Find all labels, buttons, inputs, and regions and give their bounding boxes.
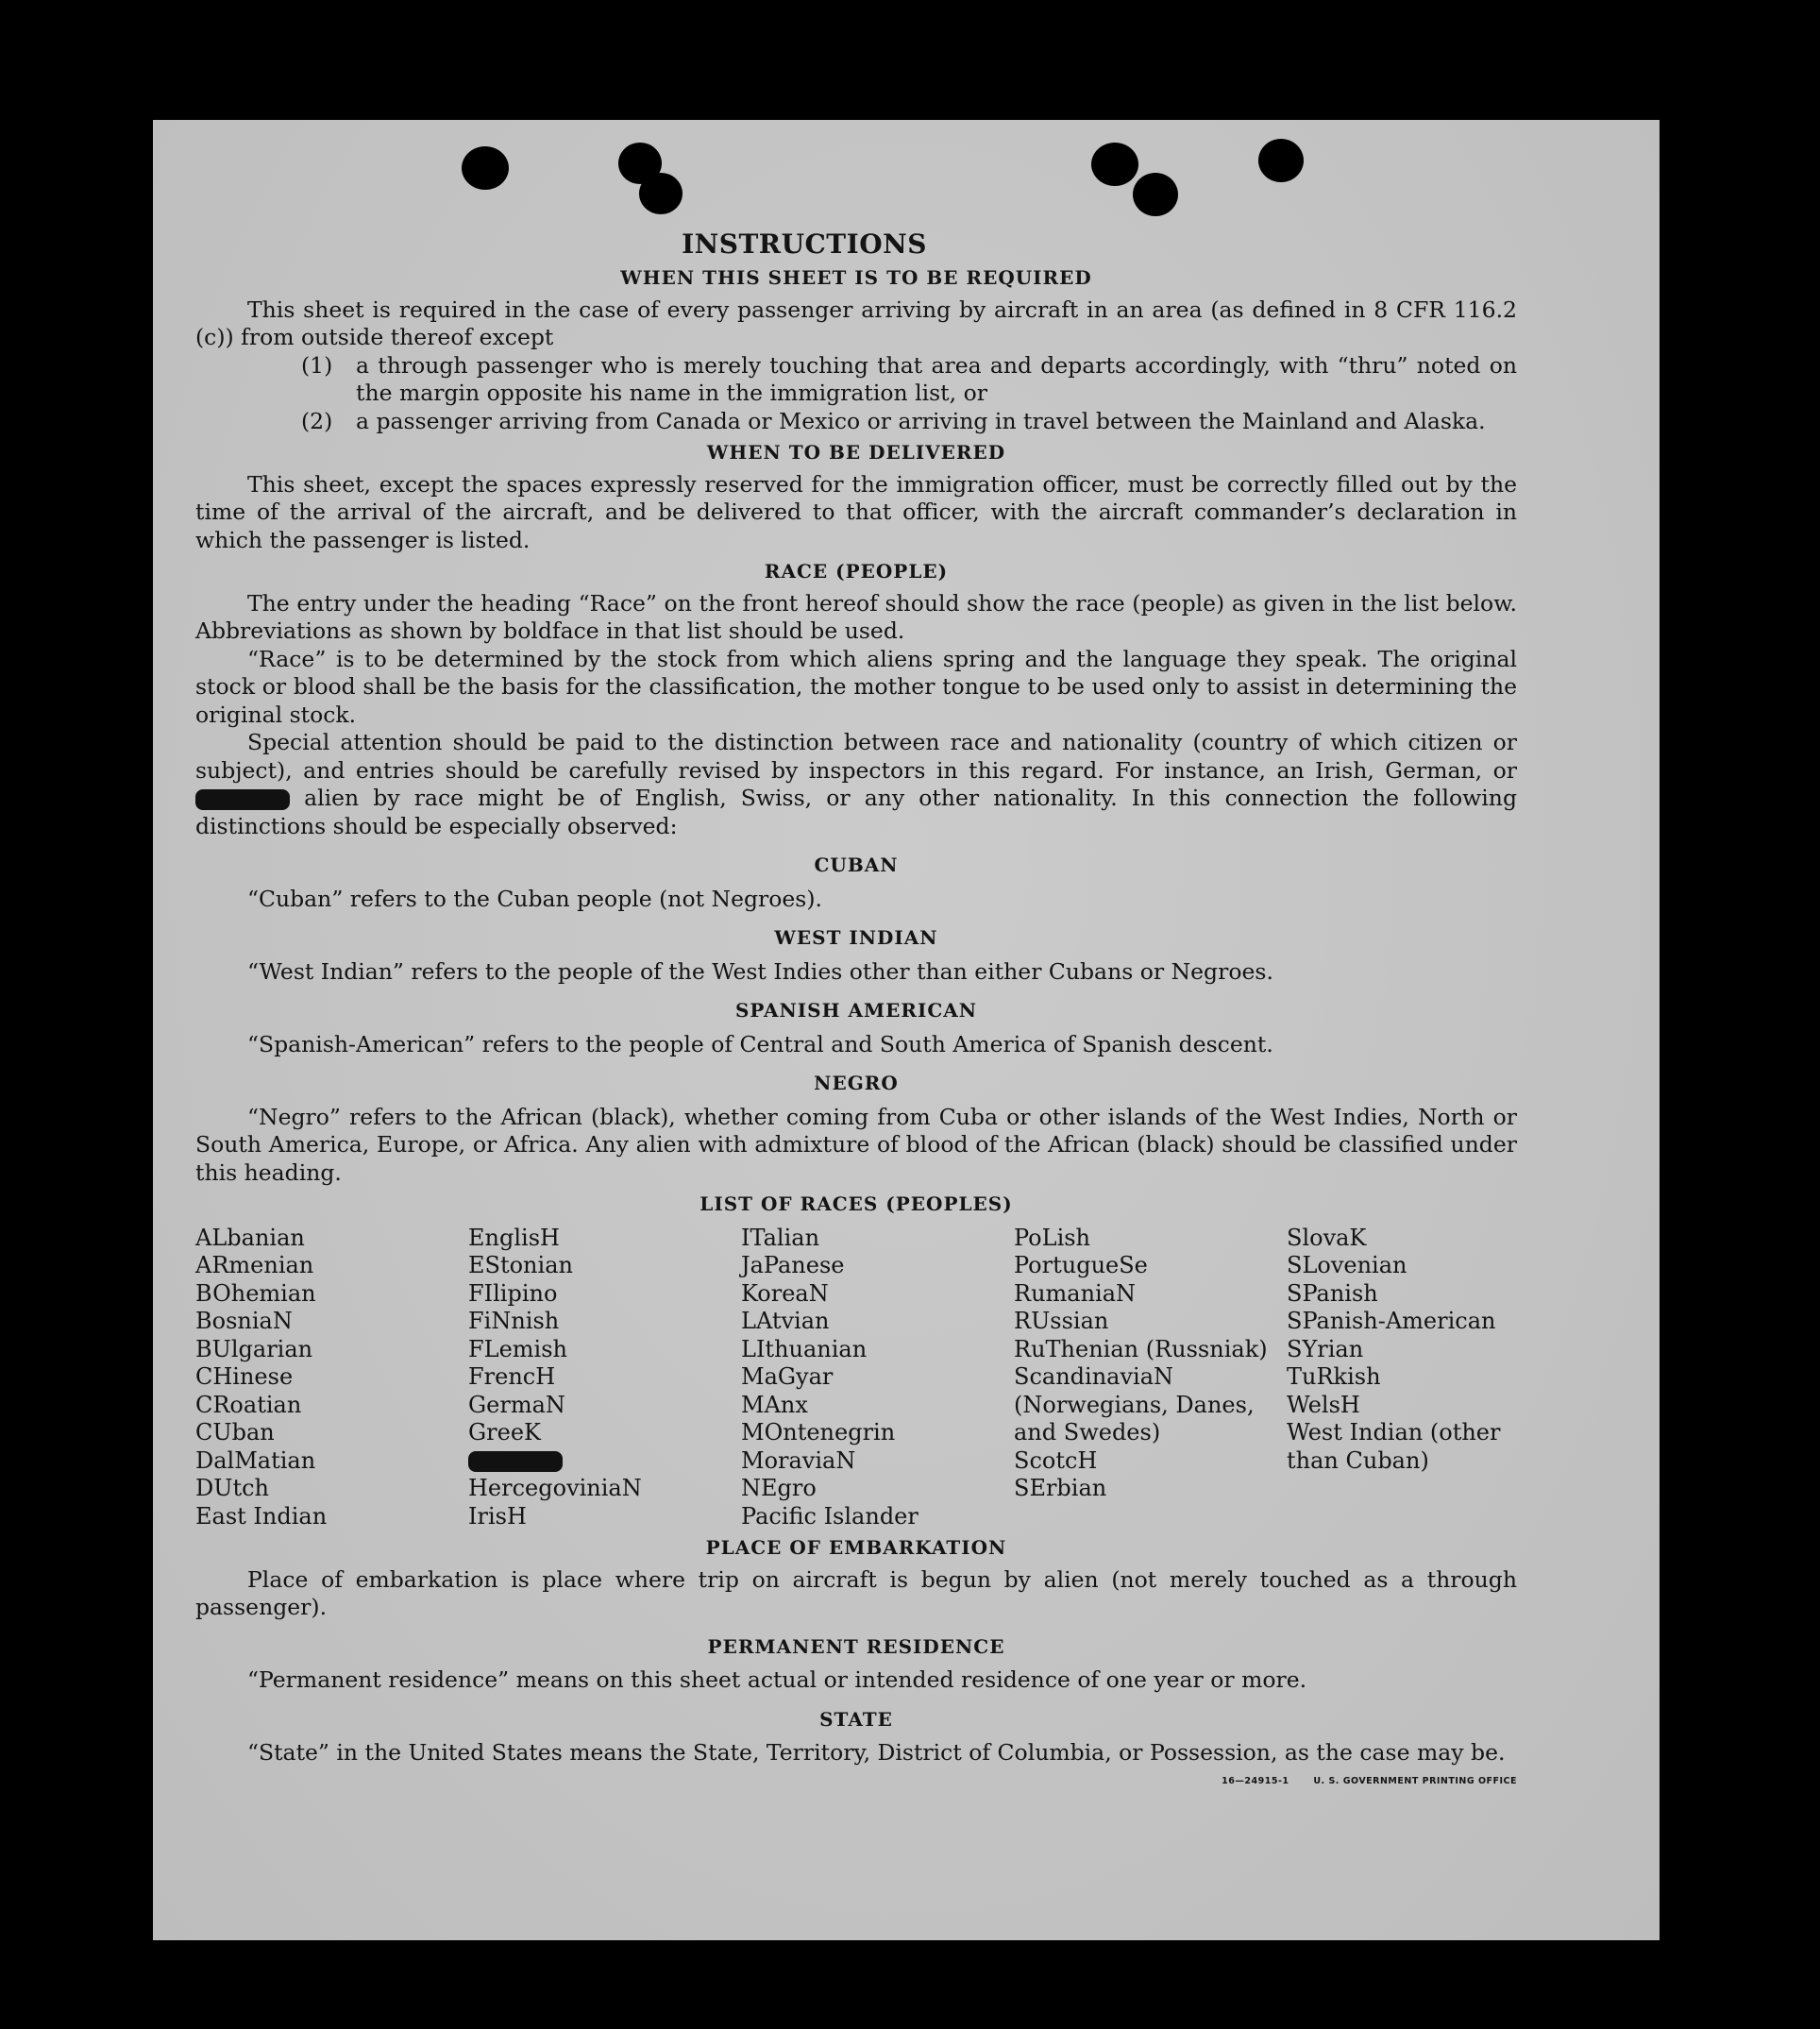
redaction-mark (195, 789, 290, 810)
race-entry: East Indian (195, 1502, 328, 1530)
race-entry: SYrian (1287, 1335, 1364, 1362)
race-entry: TuRkish (1287, 1363, 1381, 1390)
section-heading-state: STATE (819, 1707, 893, 1731)
race-paragraph-3-part-a: Special attention should be paid to the distinction between race and nationality (country of which citizen or subject), and entries should be carefully revised by inspectors in this regard. For instance, an Irish, German, or (195, 729, 1517, 784)
race-entry: PoLish (1014, 1224, 1091, 1251)
race-entry: BosniaN (195, 1308, 293, 1334)
race-entry: BUlgarian (195, 1335, 313, 1362)
race-column (468, 1225, 741, 1531)
embarkation-text: Place of embarkation is place where trip on aircraft is begun by alien (not merely touched as a through passenger). (195, 1565, 1517, 1620)
section-heading-races-list: LIST OF RACES (PEOPLES) (699, 1192, 1013, 1215)
race-column (1287, 1225, 1523, 1531)
race-entry: BOhemian (195, 1279, 316, 1307)
race-entry: KoreaN (741, 1279, 829, 1307)
race-entry: LAtvian (741, 1308, 830, 1334)
negro-text: “Negro” refers to the African (black), whether coming from Cuba or other islands of the West Indies, North or South America, Europe, or Africa. Any alien with admixture of blood of the African (black) should be classified under this heading. (195, 1103, 1517, 1186)
list-item-number: (1) (301, 351, 333, 379)
list-item (195, 352, 1517, 408)
race-entry: SErbian (1014, 1475, 1107, 1501)
race-entry: ITalian (741, 1224, 820, 1251)
section-heading-spanish-american: SPANISH AMERICAN (734, 999, 978, 1022)
race-entry: MOntenegrin (741, 1419, 896, 1446)
race-entry: IrisH (468, 1502, 527, 1530)
race-entry: RuThenian (Russniak) (1014, 1335, 1268, 1362)
races-list (195, 1225, 1517, 1531)
list-item-number: (2) (301, 407, 333, 434)
list-item-text: a passenger arriving from Canada or Mexico or arriving in travel between the Mainland and Alaska. (356, 407, 1486, 434)
spanish-american-text: “Spanish-American” refers to the people of Central and South America of Spanish descent. (247, 1030, 1273, 1057)
footer (195, 1767, 1517, 1800)
punch-hole (462, 146, 509, 190)
race-column (741, 1225, 1014, 1531)
section-heading-negro: NEGRO (814, 1072, 899, 1094)
race-entry: GreeK (468, 1419, 541, 1446)
when-delivered-text: This sheet, except the spaces expressly reserved for the immigration officer, must be correctly filled out by the time of the arrival of the aircraft, and be delivered to that officer, with the aircraft commander’s declaration in which the passenger is listed. (195, 470, 1517, 553)
race-entry: FIlipino (468, 1279, 558, 1307)
race-entry: SlovaK (1287, 1224, 1367, 1251)
race-entry: WelsH (1287, 1391, 1360, 1418)
race-entry (468, 1447, 741, 1476)
race-entry: HercegoviniaN (468, 1475, 642, 1501)
race-entry: FiNnish (468, 1308, 560, 1334)
race-entry: CRoatian (195, 1391, 302, 1418)
when-required-intro: This sheet is required in the case of every passenger arriving by aircraft in an area (as defined in 8 CFR 116.2 (c)) from outside thereof except (195, 296, 1517, 350)
state-text: “State” in the United States means the State, Territory, District of Columbia, or Possession, as the case may be. (247, 1739, 1506, 1766)
section-heading-residence: PERMANENT RESIDENCE (707, 1634, 1005, 1658)
section-heading-west-indian: WEST INDIAN (774, 926, 938, 949)
printer-name: U. S. GOVERNMENT PRINTING OFFICE (1313, 1775, 1517, 1786)
race-entry: RumaniaN (1014, 1279, 1137, 1307)
race-entry: JaPanese (741, 1252, 845, 1278)
race-entry: PortugueSe (1014, 1252, 1148, 1278)
race-entry: EnglisH (468, 1224, 560, 1251)
race-paragraph-3-part-b: alien by race might be of English, Swiss, or any other nationality. In this connection the following distinctions should be especially observed: (195, 785, 1517, 839)
race-entry: DUtch (195, 1475, 270, 1501)
instructions-content (195, 228, 1517, 1799)
race-entry: CHinese (195, 1363, 294, 1390)
list-item (195, 408, 1517, 436)
race-entry: ScandinaviaN (Norwegians, Danes, and Swedes) (1014, 1363, 1255, 1446)
race-entry: NEgro (741, 1475, 817, 1501)
race-paragraph-1: The entry under the heading “Race” on the front hereof should show the race (people) as given in the list below. Abbreviations as shown by boldface in that list should be used. (195, 589, 1517, 644)
race-paragraph-3 (195, 729, 1517, 840)
race-entry: EStonian (468, 1252, 573, 1278)
race-entry: Pacific Islander (741, 1502, 918, 1530)
race-entry: SPanish (1287, 1279, 1378, 1307)
race-entry: MaGyar (741, 1363, 834, 1390)
section-heading-embarkation: PLACE OF EMBARKATION (705, 1536, 1007, 1559)
west-indian-text: “West Indian” refers to the people of the West Indies other than either Cubans or Negroes. (247, 957, 1273, 985)
race-entry: ALbanian (195, 1224, 305, 1251)
race-entry: ARmenian (195, 1252, 314, 1278)
punch-hole (1091, 143, 1138, 186)
race-paragraph-2: “Race” is to be determined by the stock from which aliens spring and the language they speak. The original stock or blood shall be the basis for the classification, the mother tongue to be used only to assist in determining the original stock. (195, 645, 1517, 728)
section-heading-cuban: CUBAN (814, 854, 899, 876)
race-entry: LIthuanian (741, 1335, 868, 1362)
section-heading-when-required: WHEN THIS SHEET IS TO BE REQUIRED (620, 266, 1092, 289)
section-heading-when-delivered: WHEN TO BE DELIVERED (706, 441, 1006, 464)
race-entry: MoraviaN (741, 1446, 856, 1474)
race-entry: SPanish-American (1287, 1308, 1496, 1334)
race-entry: FLemish (468, 1335, 567, 1362)
cuban-text: “Cuban” refers to the Cuban people (not Negroes). (247, 885, 823, 912)
redaction-mark (468, 1451, 563, 1472)
race-entry: RUssian (1014, 1308, 1109, 1334)
race-entry: GermaN (468, 1391, 565, 1418)
form-number: 16—24915-1 (1222, 1775, 1289, 1786)
race-entry: MAnx (741, 1391, 808, 1418)
page-title: INSTRUCTIONS (682, 228, 927, 260)
race-entry: DalMatian (195, 1446, 316, 1474)
race-entry: ScotcH (1014, 1446, 1098, 1474)
race-entry: West Indian (other than Cuban) (1287, 1419, 1501, 1474)
residence-text: “Permanent residence” means on this sheet actual or intended residence of one year or more. (247, 1666, 1307, 1693)
race-entry: FrencH (468, 1363, 556, 1390)
punch-hole (1133, 173, 1178, 216)
section-heading-race: RACE (PEOPLE) (764, 560, 949, 583)
race-column (1014, 1225, 1287, 1531)
race-entry: CUban (195, 1419, 275, 1446)
race-entry: SLovenian (1287, 1252, 1407, 1278)
race-column (195, 1225, 468, 1531)
punch-hole (639, 173, 682, 214)
list-item-text: a through passenger who is merely touching that area and departs accordingly, with “thru” noted on the margin opposite his name in the immigration list, or (356, 351, 1517, 406)
punch-hole (1258, 139, 1304, 182)
instruction-sheet (153, 120, 1660, 1940)
printer-imprint (1222, 1767, 1517, 1796)
